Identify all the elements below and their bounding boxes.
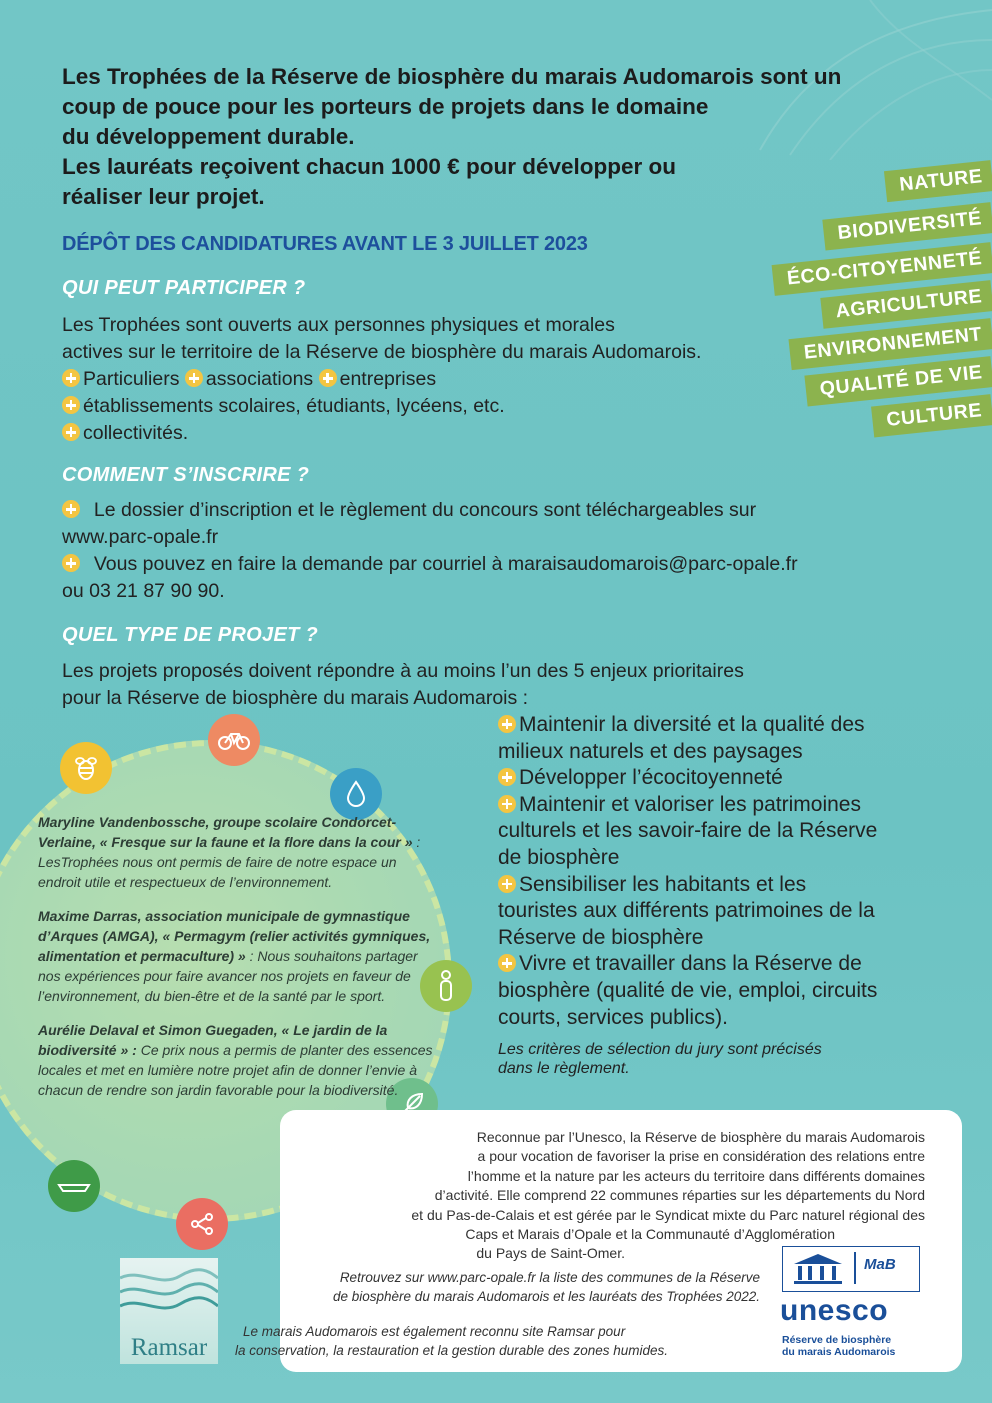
testimonial (38, 812, 433, 892)
list-item: Vivre et travailler dans la Réserve de (498, 951, 938, 978)
testimonial-text: Ce prix nous a permis de planter des essences locales et met en lumière notre projet afin de donner l’envie à chacun de rendre son jardin favorable pour la biodiversité. (38, 1042, 433, 1098)
tag-environnement: ENVIRONNEMENT (789, 318, 992, 370)
qui-body (62, 312, 792, 447)
qui-item: Particuliers (83, 368, 180, 390)
tag-nature: NATURE (884, 160, 992, 202)
wave-icon (120, 1258, 218, 1328)
share-icon (176, 1198, 228, 1250)
unesco-subtitle: Réserve de biosphère du marais Audomarois (782, 1334, 896, 1358)
qui-items-row (62, 366, 792, 393)
comment-body (62, 497, 942, 605)
section-heading-qui: QUI PEUT PARTICIPER ? (62, 277, 306, 299)
list-item: Développer l’écocitoyenneté (498, 765, 938, 792)
mab-logo: MaB (864, 1256, 896, 1273)
boat-icon (48, 1160, 100, 1212)
plus-icon (498, 768, 516, 786)
tag-culture: CULTURE (871, 394, 992, 437)
tag-agriculture: AGRICULTURE (820, 280, 992, 329)
unesco-logo (780, 1242, 930, 1358)
plus-icon (498, 875, 516, 893)
bee-icon (60, 742, 112, 794)
list-item-cont: touristes aux différents patrimoines de la (498, 899, 875, 923)
testimonial (38, 1020, 433, 1100)
qui-items-row (62, 420, 792, 447)
testimonial-author: Maxime Darras, association municipale de gymnastique d’Arques (AMGA), « Permagym (relier activités gymniques, alimentation et permaculture) » (38, 908, 431, 964)
plus-icon (62, 500, 80, 518)
bicycle-icon (208, 714, 260, 766)
ramsar-note: Le marais Audomarois est également reconnu site Ramsar pour la conservation, la restauration et la gestion durable des zones humides. (235, 1324, 669, 1358)
list-item-cont: courts, services publics). (498, 1005, 728, 1029)
plus-icon (498, 795, 516, 813)
intro-line: du développement durable. (62, 124, 355, 149)
intro-line: coup de pouce pour les porteurs de projets dans le domaine (62, 94, 709, 119)
plus-icon (498, 954, 516, 972)
testimonial-text: : LesTrophées nous ont permis de faire de notre espace un endroit utile et respectueux de l’environnement. (38, 834, 421, 890)
plus-icon (62, 554, 80, 572)
project-criteria-list (498, 712, 938, 1031)
unesco-wordmark: unesco (780, 1294, 889, 1327)
testimonial (38, 906, 433, 1006)
ramsar-logo (120, 1258, 218, 1364)
testimonial-author: Aurélie Delaval et Simon Guegaden, « Le jardin de la biodiversité » : (38, 1022, 388, 1058)
deadline-heading: DÉPÔT DES CANDIDATURES AVANT LE 3 JUILLET 2023 (62, 233, 588, 255)
intro-line: réaliser leur projet. (62, 184, 265, 209)
testimonials (38, 812, 433, 1114)
list-item-cont: culturels et les savoir-faire de la Réserve (498, 819, 878, 843)
website-link[interactable]: www.parc-opale.fr (62, 526, 219, 548)
list-item: Maintenir et valoriser les patrimoines (498, 792, 938, 819)
qui-item: collectivités. (83, 422, 189, 444)
intro-line: Les Trophées de la Réserve de biosphère du marais Audomarois sont un (62, 64, 842, 89)
plus-icon (319, 369, 337, 387)
quel-line: pour la Réserve de biosphère du marais Audomarois : (62, 687, 529, 709)
tag-eco-citoyennete: ÉCO-CITOYENNETÉ (772, 242, 992, 296)
qui-line: actives sur le territoire de la Réserve de biosphère du marais Audomarois. (62, 341, 702, 363)
qui-items-row (62, 393, 792, 420)
list-item-cont: biosphère (qualité de vie, emploi, circuits (498, 978, 878, 1002)
section-heading-comment: COMMENT S’INSCRIRE ? (62, 464, 310, 486)
temple-icon (790, 1252, 846, 1286)
list-item-cont: Réserve de biosphère (498, 925, 704, 949)
criteria-note: Les critères de sélection du jury sont précisés dans le règlement. (498, 1041, 822, 1077)
plus-icon (62, 396, 80, 414)
retrouvez-note: Retrouvez sur www.parc-opale.fr la liste des communes de la Réserve de biosphère du marais Audomarois et les lauréats des Trophées 2022. (333, 1270, 760, 1304)
tag-qualite-de-vie: QUALITÉ DE VIE (804, 356, 992, 406)
comment-line: Vous pouvez en faire la demande par courriel à maraisaudomarois@parc-opale.fr (93, 553, 798, 575)
list-item: Sensibiliser les habitants et les (498, 872, 938, 899)
qui-item: établissements scolaires, étudiants, lycéens, etc. (83, 395, 505, 417)
testimonial-text: : Nous souhaitons partager nos expériences pour faire avancer nos projets en faveur de l’environnement, du bien-être et de la santé par le sport. (38, 948, 418, 1004)
plus-icon (498, 715, 516, 733)
testimonial-author: Maryline Vandenbossche, groupe scolaire Condorcet-Verlaine, « Fresque sur la faune et la flore dans la cour » (38, 814, 413, 850)
ramsar-wordmark: Ramsar (130, 1334, 208, 1361)
list-item-cont: milieux naturels et des paysages (498, 739, 803, 763)
intro-line: Les lauréats reçoivent chacun 1000 € pour développer ou (62, 154, 676, 179)
unesco-description: Reconnue par l’Unesco, la Réserve de biosphère du marais Audomarois a pour vocation de favoriser la prise en considération des relations entre l’homme et la nature par les acteurs du territoire dans différents domaines d’activité. Elle comprend 22 communes réparties sur les départements du Nord et du Pas-de-Calais et est gérée par le Syndicat mixte du Parc naturel régional des Caps et Marais d’Opale et la Communauté d’Agglomération du Pays de Saint-Omer. (411, 1129, 925, 1262)
list-item: Maintenir la diversité et la qualité des (498, 712, 938, 739)
section-heading-quel: QUEL TYPE DE PROJET ? (62, 624, 318, 646)
phone-line: ou 03 21 87 90 90. (62, 580, 225, 602)
tag-biodiversite: BIODIVERSITÉ (822, 202, 992, 250)
plus-icon (62, 369, 80, 387)
comment-line: Le dossier d’inscription et le règlement du concours sont téléchargeables sur (93, 499, 757, 521)
qui-item: associations (205, 368, 314, 390)
quel-line: Les projets proposés doivent répondre à au moins l’un des 5 enjeux prioritaires (62, 660, 744, 682)
plus-icon (185, 369, 203, 387)
qui-line: Les Trophées sont ouverts aux personnes physiques et morales (62, 314, 615, 336)
list-item-cont: de biosphère (498, 845, 620, 869)
quel-body (62, 658, 942, 712)
plus-icon (62, 423, 80, 441)
qui-item: entreprises (339, 368, 437, 390)
